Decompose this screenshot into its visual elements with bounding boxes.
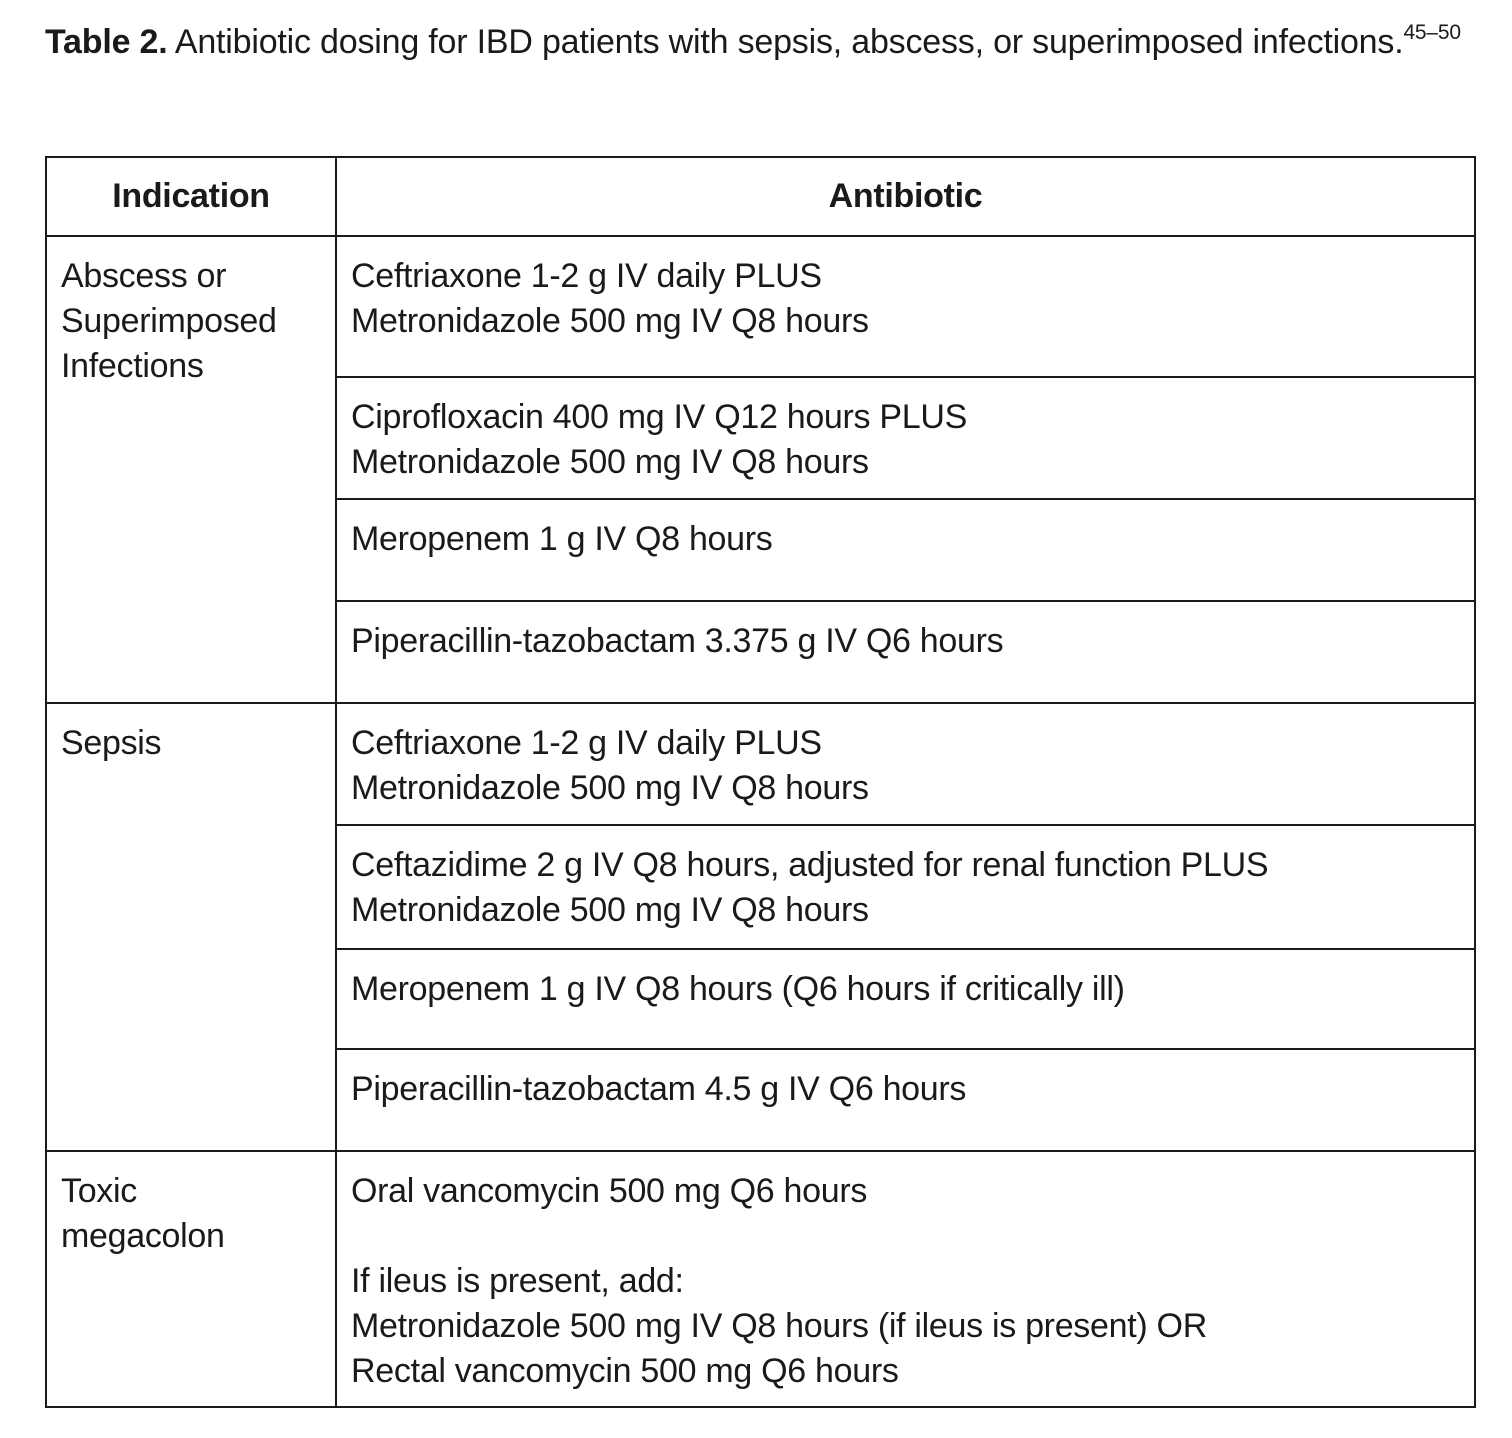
regimen-line: Metronidazole 500 mg IV Q8 hours: [351, 443, 869, 481]
indication-line: Superimposed: [61, 302, 277, 340]
regimen-line: If ileus is present, add:: [351, 1262, 684, 1300]
regimen-line: Ceftriaxone 1-2 g IV daily PLUS: [351, 724, 822, 762]
regimen-line: Rectal vancomycin 500 mg Q6 hours: [351, 1352, 899, 1390]
indication-cell-sepsis: [46, 703, 336, 1151]
table-caption: [45, 18, 1465, 66]
regimen-line: Piperacillin-tazobactam 3.375 g IV Q6 hours: [351, 622, 1004, 660]
table-row: [46, 1151, 1475, 1407]
regimen-line: Meropenem 1 g IV Q8 hours: [351, 520, 773, 558]
caption-reference: 45–50: [1403, 20, 1461, 44]
caption-label: Table 2.: [45, 23, 168, 61]
antibiotic-cell: [336, 825, 1475, 949]
paragraph-spacer: [351, 1214, 1460, 1259]
antibiotic-cell: [336, 1049, 1475, 1151]
regimen-line: Metronidazole 500 mg IV Q8 hours (if ileus is present) OR: [351, 1307, 1207, 1345]
indication-line: megacolon: [61, 1217, 225, 1255]
indication-cell-toxic-megacolon: [46, 1151, 336, 1407]
antibiotic-cell: [336, 601, 1475, 703]
regimen-line: Metronidazole 500 mg IV Q8 hours: [351, 769, 869, 807]
indication-line: Infections: [61, 347, 204, 385]
indication-line: Toxic: [61, 1172, 137, 1210]
indication-cell-abscess: [46, 236, 336, 703]
regimen-line: Metronidazole 500 mg IV Q8 hours: [351, 302, 869, 340]
regimen-line: Metronidazole 500 mg IV Q8 hours: [351, 891, 869, 929]
regimen-line: Ciprofloxacin 400 mg IV Q12 hours PLUS: [351, 398, 968, 436]
antibiotic-cell: [336, 499, 1475, 601]
antibiotic-cell: [336, 1151, 1475, 1407]
header-antibiotic: Antibiotic: [336, 157, 1475, 236]
antibiotic-cell: [336, 949, 1475, 1049]
regimen-line: Ceftriaxone 1-2 g IV daily PLUS: [351, 257, 822, 295]
regimen-line: Meropenem 1 g IV Q8 hours (Q6 hours if critically ill): [351, 970, 1125, 1008]
antibiotic-cell: [336, 236, 1475, 377]
indication-line: Sepsis: [61, 724, 162, 762]
regimen-line: Oral vancomycin 500 mg Q6 hours: [351, 1172, 868, 1210]
header-row: [46, 157, 1475, 236]
regimen-line: Piperacillin-tazobactam 4.5 g IV Q6 hours: [351, 1070, 967, 1108]
caption-text: Antibiotic dosing for IBD patients with sepsis, abscess, or superimposed infections.: [167, 23, 1404, 61]
antibiotic-dosing-table: [45, 156, 1476, 1408]
antibiotic-cell: [336, 377, 1475, 499]
regimen-line: Ceftazidime 2 g IV Q8 hours, adjusted for renal function PLUS: [351, 846, 1269, 884]
indication-line: Abscess or: [61, 257, 227, 295]
table-row: [46, 703, 1475, 825]
antibiotic-cell: [336, 703, 1475, 825]
table-row: [46, 236, 1475, 377]
header-indication: Indication: [46, 157, 336, 236]
